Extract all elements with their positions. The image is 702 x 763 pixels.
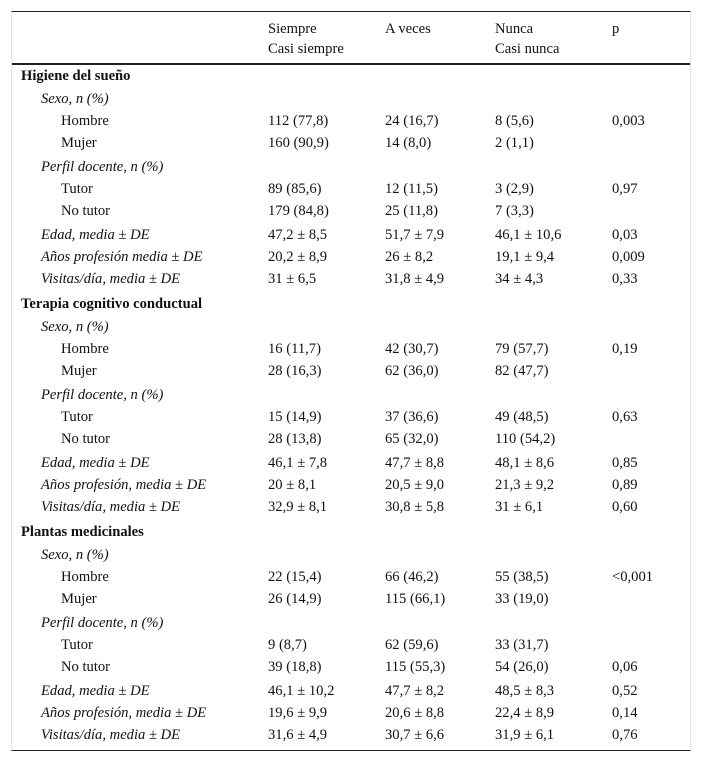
cell-siempre: 28 (13,8)	[268, 431, 322, 447]
table-row	[12, 724, 690, 746]
cell-nunca: 31 ± 6,1	[495, 499, 544, 515]
row-label: Mujer	[61, 135, 97, 151]
cell-a-veces: 31,8 ± 4,9	[385, 271, 445, 287]
cell-p: 0,85	[612, 455, 638, 471]
cell-a-veces: 51,7 ± 7,9	[385, 227, 445, 243]
row-label: Edad, media ± DE	[41, 227, 150, 243]
cell-a-veces: 47,7 ± 8,8	[385, 455, 445, 471]
table-row	[12, 338, 690, 360]
cell-siempre: 31,6 ± 4,9	[268, 727, 328, 743]
row-label: Hombre	[61, 341, 109, 357]
cell-a-veces: 25 (11,8)	[385, 203, 438, 219]
subheader-label: Perfil docente, n (%)	[41, 615, 164, 631]
cell-p: 0,89	[612, 477, 638, 493]
table-row	[12, 268, 690, 290]
cell-a-veces: 66 (46,2)	[385, 569, 439, 585]
cell-a-veces: 14 (8,0)	[385, 135, 432, 151]
cell-siempre: 46,1 ± 7,8	[268, 455, 328, 471]
cell-nunca: 110 (54,2)	[495, 431, 556, 447]
row-label: No tutor	[61, 431, 111, 447]
cell-a-veces: 115 (55,3)	[385, 659, 446, 675]
cell-a-veces: 37 (36,6)	[385, 409, 439, 425]
table-row	[12, 702, 690, 724]
cell-p: 0,003	[612, 113, 645, 129]
subheader-label: Perfil docente, n (%)	[41, 159, 164, 175]
cell-a-veces: 26 ± 8,2	[385, 249, 434, 265]
cell-siempre: 19,6 ± 9,9	[268, 705, 328, 721]
section-title: Terapia cognitivo conductual	[21, 296, 203, 312]
cell-siempre: 26 (14,9)	[268, 591, 322, 607]
cell-nunca: 46,1 ± 10,6	[495, 227, 562, 243]
cell-a-veces: 47,7 ± 8,2	[385, 683, 445, 699]
section-title: Higiene del sueño	[21, 68, 131, 84]
cell-p: 0,33	[612, 271, 638, 287]
section-title: Plantas medicinales	[21, 524, 144, 540]
cell-p: 0,60	[612, 499, 638, 515]
table-row	[12, 246, 690, 268]
cell-siempre: 160 (90,9)	[268, 135, 329, 151]
table-row	[12, 634, 690, 656]
subheader-label: Sexo, n (%)	[41, 547, 109, 563]
cell-nunca: 48,5 ± 8,3	[495, 683, 555, 699]
cell-a-veces: 115 (66,1)	[385, 591, 446, 607]
cell-nunca: 33 (31,7)	[495, 637, 549, 653]
cell-p: 0,76	[612, 727, 638, 743]
cell-siempre: 46,1 ± 10,2	[268, 683, 335, 699]
cell-nunca: 34 ± 4,3	[495, 271, 544, 287]
subheader-row	[12, 384, 690, 406]
cell-nunca: 22,4 ± 8,9	[495, 705, 555, 721]
subheader-row	[12, 156, 690, 178]
cell-a-veces: 42 (30,7)	[385, 341, 439, 357]
cell-siempre: 28 (16,3)	[268, 363, 322, 379]
cell-siempre: 112 (77,8)	[268, 113, 329, 129]
cell-siempre: 9 (8,7)	[268, 637, 307, 653]
cell-p: 0,14	[612, 705, 638, 721]
cell-nunca: 8 (5,6)	[495, 113, 534, 129]
table-row	[12, 588, 690, 610]
cell-nunca: 21,3 ± 9,2	[495, 477, 555, 493]
table-row	[12, 428, 690, 450]
cell-a-veces: 12 (11,5)	[385, 181, 438, 197]
cell-siempre: 89 (85,6)	[268, 181, 322, 197]
row-label: Tutor	[61, 409, 93, 425]
row-label: No tutor	[61, 659, 111, 675]
cell-p: 0,52	[612, 683, 638, 699]
cell-nunca: 55 (38,5)	[495, 569, 549, 585]
cell-nunca: 82 (47,7)	[495, 363, 549, 379]
cell-nunca: 7 (3,3)	[495, 203, 534, 219]
cell-nunca: 31,9 ± 6,1	[495, 727, 555, 743]
cell-p: 0,63	[612, 409, 638, 425]
row-label: Hombre	[61, 569, 109, 585]
cell-siempre: 179 (84,8)	[268, 203, 329, 219]
cell-nunca: 49 (48,5)	[495, 409, 549, 425]
cell-p: 0,009	[612, 249, 645, 265]
header-siempre: Siempre Casi siempre	[268, 21, 344, 57]
cell-p: 0,06	[612, 659, 638, 675]
cell-nunca: 33 (19,0)	[495, 591, 549, 607]
row-label: Hombre	[61, 113, 109, 129]
subheader-label: Sexo, n (%)	[41, 91, 109, 107]
row-label: Visitas/día, media ± DE	[41, 499, 181, 515]
table-row	[12, 406, 690, 428]
section-title-row	[12, 521, 690, 543]
subheader-row	[12, 316, 690, 338]
table-row	[12, 496, 690, 518]
row-label: No tutor	[61, 203, 111, 219]
section-title-row	[12, 293, 690, 315]
subheader-row	[12, 544, 690, 566]
cell-siempre: 39 (18,8)	[268, 659, 322, 675]
section-title-row	[12, 65, 690, 87]
cell-p: 0,19	[612, 341, 638, 357]
row-label: Años profesión, media ± DE	[41, 705, 207, 721]
table-row	[12, 656, 690, 678]
table-row	[12, 224, 690, 246]
row-label: Visitas/día, media ± DE	[41, 271, 181, 287]
cell-p: 0,03	[612, 227, 638, 243]
row-label: Tutor	[61, 181, 93, 197]
cell-a-veces: 62 (36,0)	[385, 363, 439, 379]
table-row	[12, 132, 690, 154]
cell-a-veces: 20,5 ± 9,0	[385, 477, 445, 493]
table-header	[12, 12, 690, 65]
table-row	[12, 566, 690, 588]
cell-siempre: 22 (15,4)	[268, 569, 322, 585]
cell-siempre: 31 ± 6,5	[268, 271, 317, 287]
table-row	[12, 360, 690, 382]
row-label: Mujer	[61, 363, 97, 379]
cell-a-veces: 20,6 ± 8,8	[385, 705, 445, 721]
row-label: Visitas/día, media ± DE	[41, 727, 181, 743]
table-row	[12, 474, 690, 496]
header-a-veces: A veces	[385, 21, 431, 37]
cell-nunca: 2 (1,1)	[495, 135, 534, 151]
cell-nunca: 19,1 ± 9,4	[495, 249, 555, 265]
cell-siempre: 20 ± 8,1	[268, 477, 317, 493]
row-label: Edad, media ± DE	[41, 455, 150, 471]
cell-siempre: 15 (14,9)	[268, 409, 322, 425]
table-row	[12, 110, 690, 132]
cell-a-veces: 65 (32,0)	[385, 431, 439, 447]
row-label: Mujer	[61, 591, 97, 607]
cell-p: 0,97	[612, 181, 638, 197]
subheader-row	[12, 88, 690, 110]
row-label: Edad, media ± DE	[41, 683, 150, 699]
cell-p: <0,001	[612, 569, 654, 585]
row-label: Años profesión media ± DE	[41, 249, 203, 265]
table-row	[12, 680, 690, 702]
cell-siempre: 16 (11,7)	[268, 341, 321, 357]
subheader-label: Sexo, n (%)	[41, 319, 109, 335]
data-table	[11, 11, 691, 751]
header-p: p	[612, 21, 620, 37]
header-nunca: Nunca Casi nunca	[495, 21, 560, 57]
cell-siempre: 32,9 ± 8,1	[268, 499, 328, 515]
cell-a-veces: 30,7 ± 6,6	[385, 727, 445, 743]
cell-a-veces: 30,8 ± 5,8	[385, 499, 445, 515]
subheader-row	[12, 612, 690, 634]
cell-a-veces: 24 (16,7)	[385, 113, 439, 129]
cell-siempre: 47,2 ± 8,5	[268, 227, 328, 243]
cell-nunca: 79 (57,7)	[495, 341, 549, 357]
cell-nunca: 54 (26,0)	[495, 659, 549, 675]
cell-nunca: 3 (2,9)	[495, 181, 534, 197]
subheader-label: Perfil docente, n (%)	[41, 387, 164, 403]
cell-nunca: 48,1 ± 8,6	[495, 455, 555, 471]
table-row	[12, 452, 690, 474]
table-row	[12, 200, 690, 222]
cell-siempre: 20,2 ± 8,9	[268, 249, 328, 265]
cell-a-veces: 62 (59,6)	[385, 637, 439, 653]
row-label: Tutor	[61, 637, 93, 653]
row-label: Años profesión, media ± DE	[41, 477, 207, 493]
table-row	[12, 178, 690, 200]
